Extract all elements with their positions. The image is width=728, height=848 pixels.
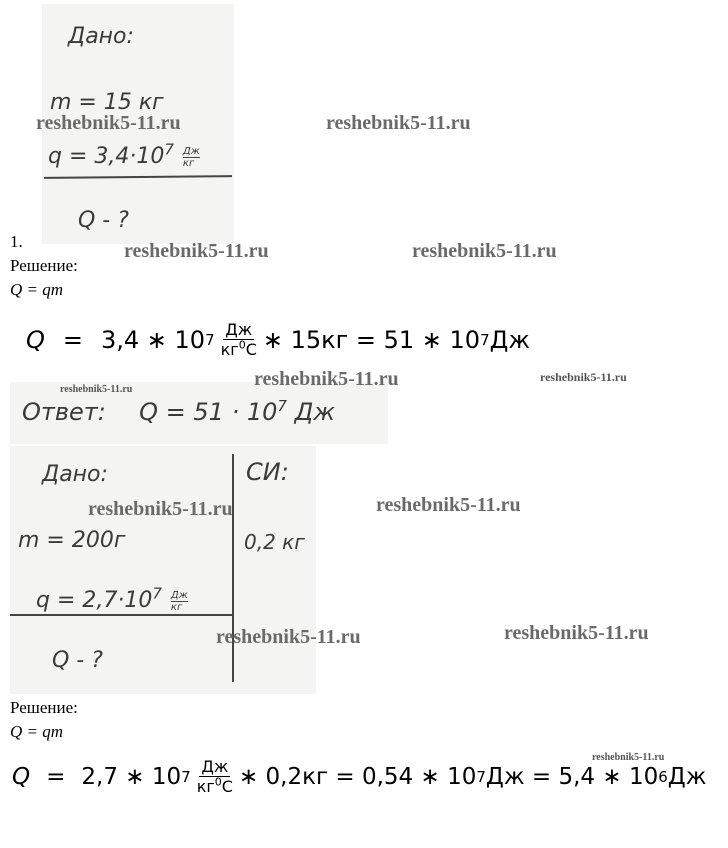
watermark: reshebnik5-11.ru xyxy=(254,368,399,390)
watermark-small: reshebnik5-11.ru xyxy=(592,752,665,763)
given-mass-1: m = 15 кг xyxy=(50,90,164,115)
unit-fraction-1: $\frac{Дж}{кг^0С}$ xyxy=(220,320,257,359)
watermark: reshebnik5-11.ru xyxy=(124,240,269,262)
watermark: reshebnik5-11.ru xyxy=(376,494,521,516)
watermark: reshebnik5-11.ru xyxy=(36,112,181,134)
watermark: reshebnik5-11.ru xyxy=(412,240,557,262)
solution-label-2: Решение: xyxy=(10,698,78,717)
given-find-2: Q - ? xyxy=(52,648,103,673)
given-find-1: Q - ? xyxy=(78,208,129,233)
given-mass-2: m = 200г xyxy=(18,528,126,553)
solution-label-1: Решение: xyxy=(10,256,78,275)
problem-number-1: 1. xyxy=(10,232,23,251)
given-title-2: Дано: xyxy=(42,462,108,487)
formula-1: Q = qm xyxy=(10,280,64,299)
unit-fraction-2: $\frac{Дж}{кг^0С}$ xyxy=(196,757,233,796)
watermark: reshebnik5-11.ru xyxy=(504,622,649,644)
given-divider-2 xyxy=(10,614,234,616)
watermark-small: reshebnik5-11.ru xyxy=(540,370,627,384)
given-divider-1 xyxy=(44,175,232,179)
given-heat-2: $q = 2,7\cdot 10^7$ Дж кг xyxy=(36,584,188,613)
given-card-2 xyxy=(10,446,316,694)
given-heat-1: $q = 3,4\cdot 10^7$ Дж кг xyxy=(48,140,200,169)
watermark-small: reshebnik5-11.ru xyxy=(60,384,133,395)
watermark: reshebnik5-11.ru xyxy=(216,626,361,648)
watermark: reshebnik5-11.ru xyxy=(88,498,233,520)
given-si-title-2: СИ: xyxy=(246,458,289,486)
answer-text-1: Ответ: $Q = 51 \cdot 10^7$ Дж xyxy=(22,397,335,426)
calculation-1: Q = 3,4 ∗ 10 7 $\frac{Дж}{кг^0С}$ ∗ 15кг = 51 ∗ 10 7 Дж xyxy=(26,320,530,359)
watermark: reshebnik5-11.ru xyxy=(326,112,471,134)
calculation-2: Q = 2,7 ∗ 10 7 $\frac{Дж}{кг^0С}$ ∗ 0,2кг = 0,54 ∗ 10 7 Дж = 5,4 ∗ 10 6 Дж xyxy=(12,757,707,796)
given-mass-si-2: 0,2 кг xyxy=(244,530,305,554)
given-title-1: Дано: xyxy=(68,24,134,49)
formula-2: Q = qm xyxy=(10,722,64,741)
